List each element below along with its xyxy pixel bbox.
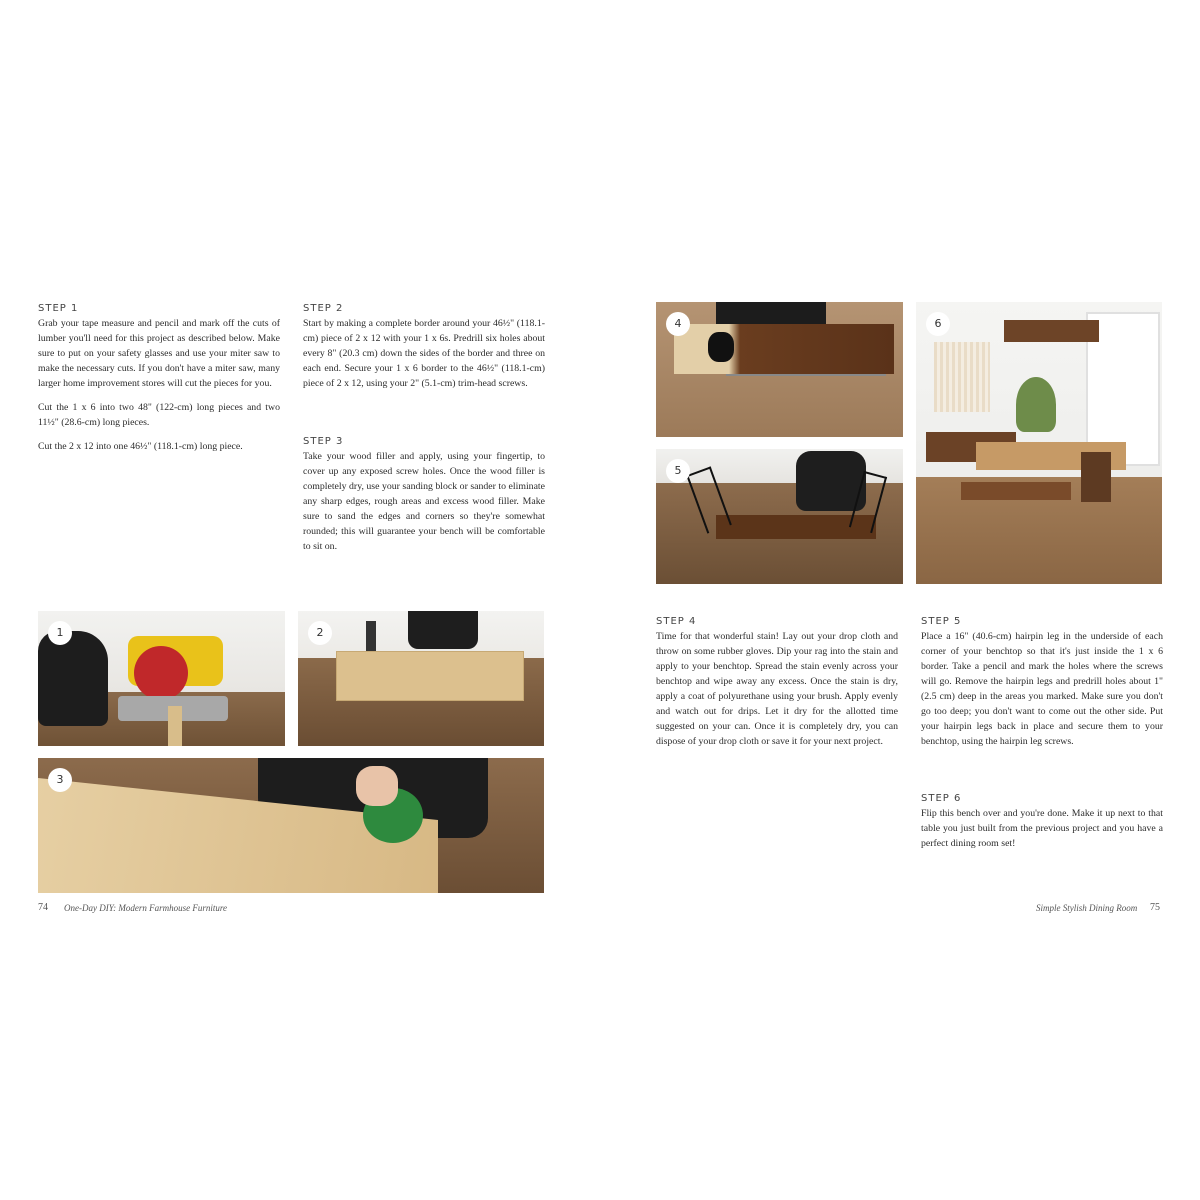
step-5-paragraph: Place a 16" (40.6-cm) hairpin leg in the underside of each corner of your benchtop so that it's just inside the 1 x 6 border. Take a pencil and mark the holes where the screws will go. Remove the hairpin legs and predrill holes about 1" (2.5 cm) deep in the areas you marked. Make sure you don't go too deep; you don't want to come out the other side. Put your hairpin legs back in place and secure them to your benchtop, using the hairpin leg screws. (921, 631, 1163, 747)
step-6 (921, 793, 1163, 860)
running-footer: One-Day DIY: Modern Farmhouse Furniture (64, 903, 228, 913)
person-silhouette (408, 611, 478, 649)
step-1-heading: STEP 1 (38, 303, 79, 314)
photo-number-badge: 6 (926, 312, 950, 336)
step-3-paragraph: Take your wood filler and apply, using your fingertip, to cover up any exposed screw holes. Once the wood filler is completely dry, use your sanding block or sander to eliminate any sharp edges, rough areas and excess wood filler. Make sure to sand the edges and corners so they're somewhat rounded; this will guarantee your bench will be comfortable to sit on. (303, 451, 545, 552)
wood-chandelier (1004, 320, 1099, 342)
step-3 (303, 436, 545, 563)
photo-number-badge: 3 (48, 768, 72, 792)
step-4 (656, 616, 898, 758)
potted-plant (1016, 377, 1056, 432)
photo-number-badge: 1 (48, 621, 72, 645)
page-number: 74 (38, 902, 48, 913)
photo-sanding (38, 758, 544, 893)
photo-number-badge: 5 (666, 459, 690, 483)
hairpin-leg (686, 466, 732, 533)
photo-drilling-border (298, 611, 544, 746)
step-6-heading: STEP 6 (921, 793, 962, 804)
macrame-wall-hanging (934, 342, 990, 412)
sawhorse (726, 374, 886, 406)
drill (366, 621, 376, 651)
step-5 (921, 616, 1163, 758)
step-4-heading: STEP 4 (656, 616, 697, 627)
photo-attaching-legs (656, 449, 903, 584)
person-silhouette (38, 631, 108, 726)
photo-number-badge: 2 (308, 621, 332, 645)
step-2-paragraph: Start by making a complete border around your 46½" (118.1-cm) piece of 2 x 12 with your 1 x 6s. Predrill six holes about every 8" (20.3 cm) down the sides of the border and three on each end. Secure your 1 x 6 border to the 46½" (118.1-cm) piece of 2 x 12, using your 2" (5.1-cm) trim-head screws. (303, 318, 545, 389)
running-footer: Simple Stylish Dining Room (1036, 903, 1138, 913)
step-5-heading: STEP 5 (921, 616, 962, 627)
step-1 (38, 303, 280, 463)
photo-miter-saw (38, 611, 285, 746)
bench (961, 482, 1071, 500)
photo-dining-room (916, 302, 1162, 584)
lumber-board (168, 706, 182, 746)
photo-staining (656, 302, 903, 437)
stained-benchtop (674, 324, 894, 374)
photo-number-badge: 4 (666, 312, 690, 336)
step-3-heading: STEP 3 (303, 436, 344, 447)
saw-blade-guard (134, 646, 188, 700)
step-1-paragraph: Grab your tape measure and pencil and mark off the cuts of lumber you'll need for this project as described below. Make sure to put on your safety glasses and use your miter saw to make the necessary cuts. If you don't have a miter saw, many larger home improvement stores will cut the pieces for you. (38, 318, 280, 389)
step-1-paragraph: Cut the 2 x 12 into one 46½" (118.1-cm) long piece. (38, 441, 243, 452)
step-4-paragraph: Time for that wonderful stain! Lay out your drop cloth and throw on some rubber gloves. Dip your rag into the stain and apply to your benchtop. Spread the stain evenly across your benchtop and wipe away any excess. Once the stain is dry, apply a coat of polyurethane using your brush. Apply evenly and watch out for drips. Let it dry for the allotted time suggested on your can. Once it is completely dry, you can dispose of your drop cloth or save it for your next project. (656, 631, 898, 747)
page-number: 75 (1150, 902, 1160, 913)
bench-board (336, 651, 524, 701)
dining-chair (1081, 452, 1111, 502)
hand (356, 766, 398, 806)
step-6-paragraph: Flip this bench over and you're done. Make it up next to that table you just built from the previous project and you have a perfect dining room set! (921, 808, 1163, 849)
step-2 (303, 303, 545, 400)
step-2-heading: STEP 2 (303, 303, 344, 314)
right-page (600, 0, 1200, 1200)
gloved-hand (708, 332, 734, 362)
step-1-paragraph: Cut the 1 x 6 into two 48" (122-cm) long pieces and two 11½" (28.6-cm) long pieces. (38, 402, 280, 428)
